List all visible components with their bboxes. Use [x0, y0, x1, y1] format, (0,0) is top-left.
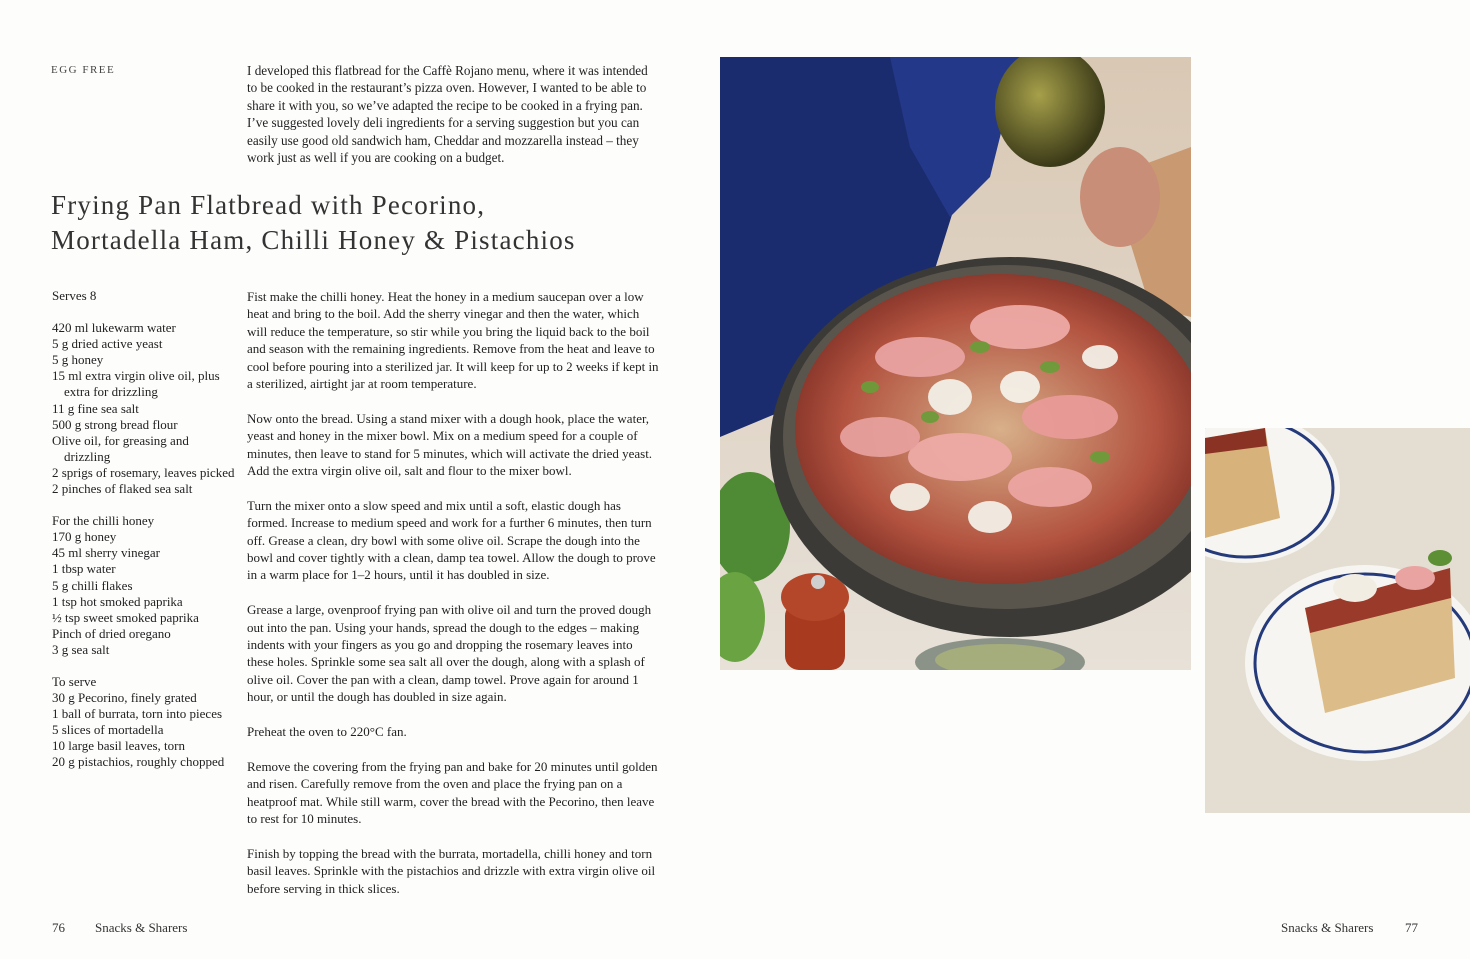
ingredient-list — [52, 690, 237, 770]
ingredient-item: Pinch of dried oregano — [52, 625, 171, 641]
method-step: Now onto the bread. Using a stand mixer with a dough hook, place the water, yeast and honey in the mixer bowl. Mix on a medium speed for a couple of minutes, then leave to stand for 5 minutes, which will activate the dried yeast. Add the extra virgin olive oil, salt and flour to the mixer bowl. — [247, 410, 653, 479]
section-footer-right: Snacks & Sharers — [1281, 920, 1374, 935]
ingredient-item: Olive oil, for greasing and drizzling — [52, 432, 189, 464]
ingredient-group-heading: To serve — [52, 673, 97, 689]
ingredient-item: 2 sprigs of rosemary, leaves picked — [52, 464, 235, 480]
ingredient-item: 45 ml sherry vinegar — [52, 545, 160, 561]
page-number-right: 77 — [1405, 920, 1418, 935]
ingredient-item: 30 g Pecorino, finely grated — [52, 690, 197, 706]
ingredient-item: 5 slices of mortadella — [52, 722, 164, 738]
method-step: Grease a large, ovenproof frying pan with olive oil and turn the proved dough out into the pan. Using your hands, spread the dough to the edges – making indents with your fingers as you go and dropping the rosemary leaves into these holes. Sprinkle some sea salt all over the dough, along with a splash of olive oil. Cover the pan with a clean, damp towel. Prove again for around 1 hour, or until the dough has doubled in size again. — [247, 602, 652, 705]
ingredient-item: 5 g dried active yeast — [52, 336, 163, 352]
ingredient-item: 5 g honey — [52, 352, 104, 368]
ingredient-item: 1 ball of burrata, torn into pieces — [52, 706, 223, 722]
ingredient-group — [52, 320, 237, 497]
ingredient-list — [52, 320, 237, 497]
ingredient-group — [52, 674, 237, 771]
ingredients-column — [52, 288, 237, 787]
ingredient-group — [52, 513, 237, 658]
method-step: Remove the covering from the frying pan and bake for 20 minutes until golden and risen. Carefully remove from the oven and place the frying pan on a heatproof mat. While still warm, cover the bread with the Pecorino, then leave to rest for 10 minutes. — [247, 758, 658, 827]
method-step: Fist make the chilli honey. Heat the honey in a medium saucepan over a low heat and bring to the boil. Add the sherry vinegar and then the water, which will reduce the temperature, so stir while you bring the liquid back to the boil and season with the remaining ingredients. Remove from the heat and leave to cool before pouring into a sterilized jar. It will keep for up to 2 weeks if kept in a sterilized, airtight jar at room temperature. — [247, 289, 659, 392]
ingredient-item: 20 g pistachios, roughly chopped — [52, 754, 225, 770]
method-column — [247, 288, 662, 915]
ingredient-item: 1 tsp hot smoked paprika — [52, 593, 183, 609]
ingredient-item: ½ tsp sweet smoked paprika — [52, 609, 199, 625]
flatbread-slice-photo — [1205, 428, 1470, 813]
dietary-tag: EGG FREE — [51, 64, 116, 76]
ingredient-group-heading: For the chilli honey — [52, 513, 155, 529]
ingredient-item: 15 ml extra virgin olive oil, plus extra for drizzling — [52, 368, 220, 400]
section-footer-left: Snacks & Sharers — [95, 920, 188, 935]
recipe-title-line2: Mortadella Ham, Chilli Honey & Pistachios — [51, 225, 576, 255]
serves-label: Serves 8 — [52, 288, 97, 303]
recipe-title — [51, 188, 651, 258]
method-step: Preheat the oven to 220°C fan. — [247, 724, 407, 740]
ingredient-item: 420 ml lukewarm water — [52, 320, 176, 336]
page-number-left: 76 — [52, 920, 65, 935]
ingredient-item: 10 large basil leaves, torn — [52, 738, 185, 754]
recipe-title-line1: Frying Pan Flatbread with Pecorino, — [51, 190, 486, 220]
method-step: Finish by topping the bread with the burrata, mortadella, chilli honey and torn basil leaves. Sprinkle with the pistachios and drizzle with extra virgin olive oil before serving in thick slices. — [247, 845, 656, 896]
ingredient-item: 2 pinches of flaked sea salt — [52, 481, 193, 497]
ingredient-groups — [52, 320, 237, 770]
ingredient-item: 5 g chilli flakes — [52, 577, 133, 593]
ingredient-item: 500 g strong bread flour — [52, 416, 178, 432]
flatbread-pan-photo — [720, 57, 1191, 670]
ingredient-item: 11 g fine sea salt — [52, 400, 139, 416]
recipe-intro: I developed this flatbread for the Caffè Rojano menu, where it was intended to be cooked in the restaurant’s pizza oven. However, I wanted to be able to share it with you, so we’ve adapted the recipe to be cooked in a frying pan. I’ve suggested lovely deli ingredients for a serving suggestion but you can easily use good old sandwich ham, Cheddar and mozzarella instead – they work just as well if you are cooking on a budget. — [247, 63, 648, 166]
ingredient-item: 1 tbsp water — [52, 561, 116, 577]
ingredient-item: 170 g honey — [52, 529, 117, 545]
method-step: Turn the mixer onto a slow speed and mix until a soft, elastic dough has formed. Increase to medium speed and work for a further 6 minutes, then turn off. Grease a clean, dry bowl with some olive oil. Scrape the dough into the bowl and cover tightly with a clean, damp tea towel. Allow the dough to prove in a warm place for 1–2 hours, until it has doubled in size. — [247, 497, 656, 583]
ingredient-item: 3 g sea salt — [52, 641, 110, 657]
ingredient-list — [52, 529, 237, 658]
